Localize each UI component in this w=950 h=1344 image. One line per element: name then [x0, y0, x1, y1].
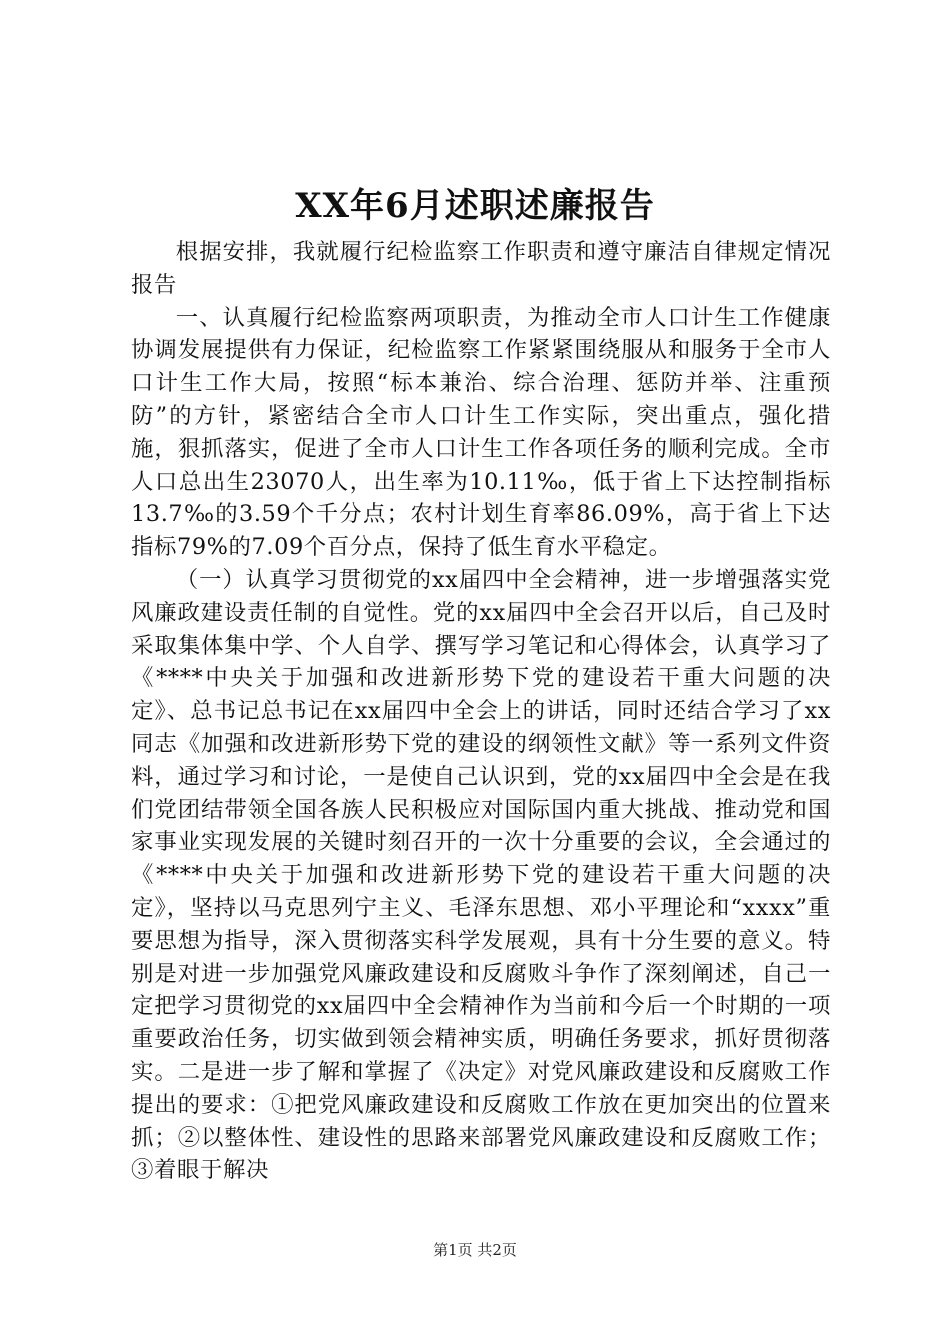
document-body [131, 236, 831, 1187]
paragraph-section-one: 一、认真履行纪检监察两项职责，为推动全市人口计生工作健康协调发展提供有力保证，纪检监察工作紧紧围绕服从和服务于全市人口计生工作大局，按照“标本兼治、综合治理、惩防并举、注重预防”的方针，紧密结合全市人口计生工作实际，突出重点，强化措施，狠抓落实，促进了全市人口计生工作各项任务的顺利完成。全市人口总出生23070人，出生率为10.11‰，低于省上下达控制指标13.7‰的3.59个千分点；农村计划生育率86.09%，高于省上下达指标79%的7.09个百分点，保持了低生育水平稳定。 [131, 304, 831, 561]
paragraph-intro: 根据安排，我就履行纪检监察工作职责和遵守廉洁自律规定情况报告 [131, 239, 831, 298]
document-title: XX年6月述职述廉报告 [295, 186, 655, 226]
paragraph-subsection-one: （一）认真学习贯彻党的xx届四中全会精神，进一步增强落实党风廉政建设责任制的自觉性。党的xx届四中全会召开以后，自己及时采取集体集中学、个人自学、撰写学习笔记和心得体会，认真学习了《****中央关于加强和改进新形势下党的建设若干重大问题的决定》、总书记总书记在xx届四中全会上的讲话，同时还结合学习了xx同志《加强和改进新形势下党的建设的纲领性文献》等一系列文件资料，通过学习和讨论，一是使自己认识到，党的xx届四中全会是在我们党团结带领全国各族人民积极应对国际国内重大挑战、推动党和国家事业实现发展的关键时刻召开的一次十分重要的会议，全会通过的《****中央关于加强和改进新形势下党的建设若干重大问题的决定》，坚持以马克思列宁主义、毛泽东思想、邓小平理论和“xxxx”重要思想为指导，深入贯彻落实科学发展观，具有十分生要的意义。特别是对进一步加强党风廉政建设和反腐败斗争作了深刻阐述，自己一定把学习贯彻党的xx届四中全会精神作为当前和今后一个时期的一项重要政治任务，切实做到领会精神实质，明确任务要求，抓好贯彻落实。二是进一步了解和掌握了《决定》对党风廉政建设和反腐败工作提出的要求：①把党风廉政建设和反腐败工作放在更加突出的位置来抓；②以整体性、建设性的思路来部署党风廉政建设和反腐败工作；③着眼于解决 [131, 566, 831, 1184]
page-footer: 第1页 共2页 [433, 1241, 517, 1259]
